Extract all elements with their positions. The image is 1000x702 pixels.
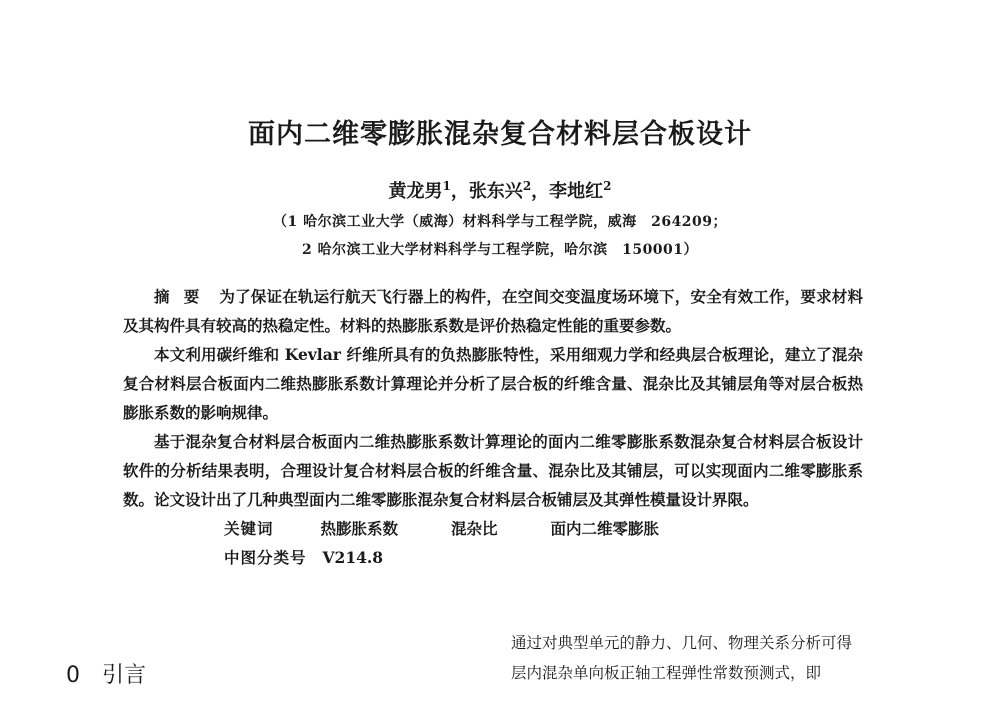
author-list [0,177,1000,203]
classification-label: 中图分类号 [224,548,307,567]
abstract-block [123,282,863,572]
author-name: 张东兴 [468,181,523,202]
section-number: 0 [66,663,80,688]
abstract-paragraph: 基于混杂复合材料层合板面内二维热膨胀系数计算理论的面内二维零膨胀系数混杂复合材料层合板设计软件的分析结果表明，合理设计复合材料层合板的纤维含量、混杂比及其铺层，可以实现面内二维零膨胀系数。论文设计出了几种典型面内二维零膨胀混杂复合材料层合板铺层及其弹性模量设计界限。 [123,432,863,509]
body-text-line: 通过对典型单元的静力、几何、物理关系分析可得 [511,634,853,652]
abstract-paragraph [123,282,863,340]
keyword: 面内二维零膨胀 [550,519,660,538]
author-separator: ， [450,181,469,202]
abstract-text: 为了保证在轨运行航天飞行器上的构件，在空间交变温度场环境下，安全有效工作，要求材料及其构件具有较高的热稳定性。材料的热膨胀系数是评价热稳定性能的重要参数。 [123,287,863,335]
author-separator: ， [531,181,550,202]
abstract-label: 摘要 [154,287,214,306]
keyword: 热膨胀系数 [320,519,399,538]
section-heading [66,658,146,689]
author-affiliation-mark: 2 [603,179,612,193]
author-affiliation-mark: 1 [442,179,451,193]
abstract-paragraph: 本文利用碳纤维和 Kevlar 纤维所具有的负热膨胀特性，采用细观力学和经典层合板理论，建立了混杂复合材料层合板面内二维热膨胀系数计算理论并分析了层合板的纤维含量、混杂比及其铺层角等对层合板热膨胀系数的影响规律。 [123,345,863,422]
body-text-line: 层内混杂单向板正轴工程弹性常数预测式，即 [511,664,822,682]
paper-title: 面内二维零膨胀混杂复合材料层合板设计 [248,119,752,150]
body-text-column [511,628,931,688]
classification-line [123,543,863,572]
author-affiliation-mark: 2 [522,179,532,193]
keywords-line [123,514,863,543]
author-name: 李地红 [549,181,604,202]
keywords-label: 关键词 [224,519,274,538]
affiliation-line: （1 哈尔滨工业大学（威海）材料科学与工程学院，威海 264209； [272,214,728,230]
author-name: 黄龙男 [388,181,443,202]
affiliation-line: 2 哈尔滨工业大学材料科学与工程学院，哈尔滨 150001） [301,242,699,258]
keyword: 混杂比 [451,519,498,538]
classification-value: V214.8 [322,548,384,567]
section-title: 引言 [102,663,147,688]
